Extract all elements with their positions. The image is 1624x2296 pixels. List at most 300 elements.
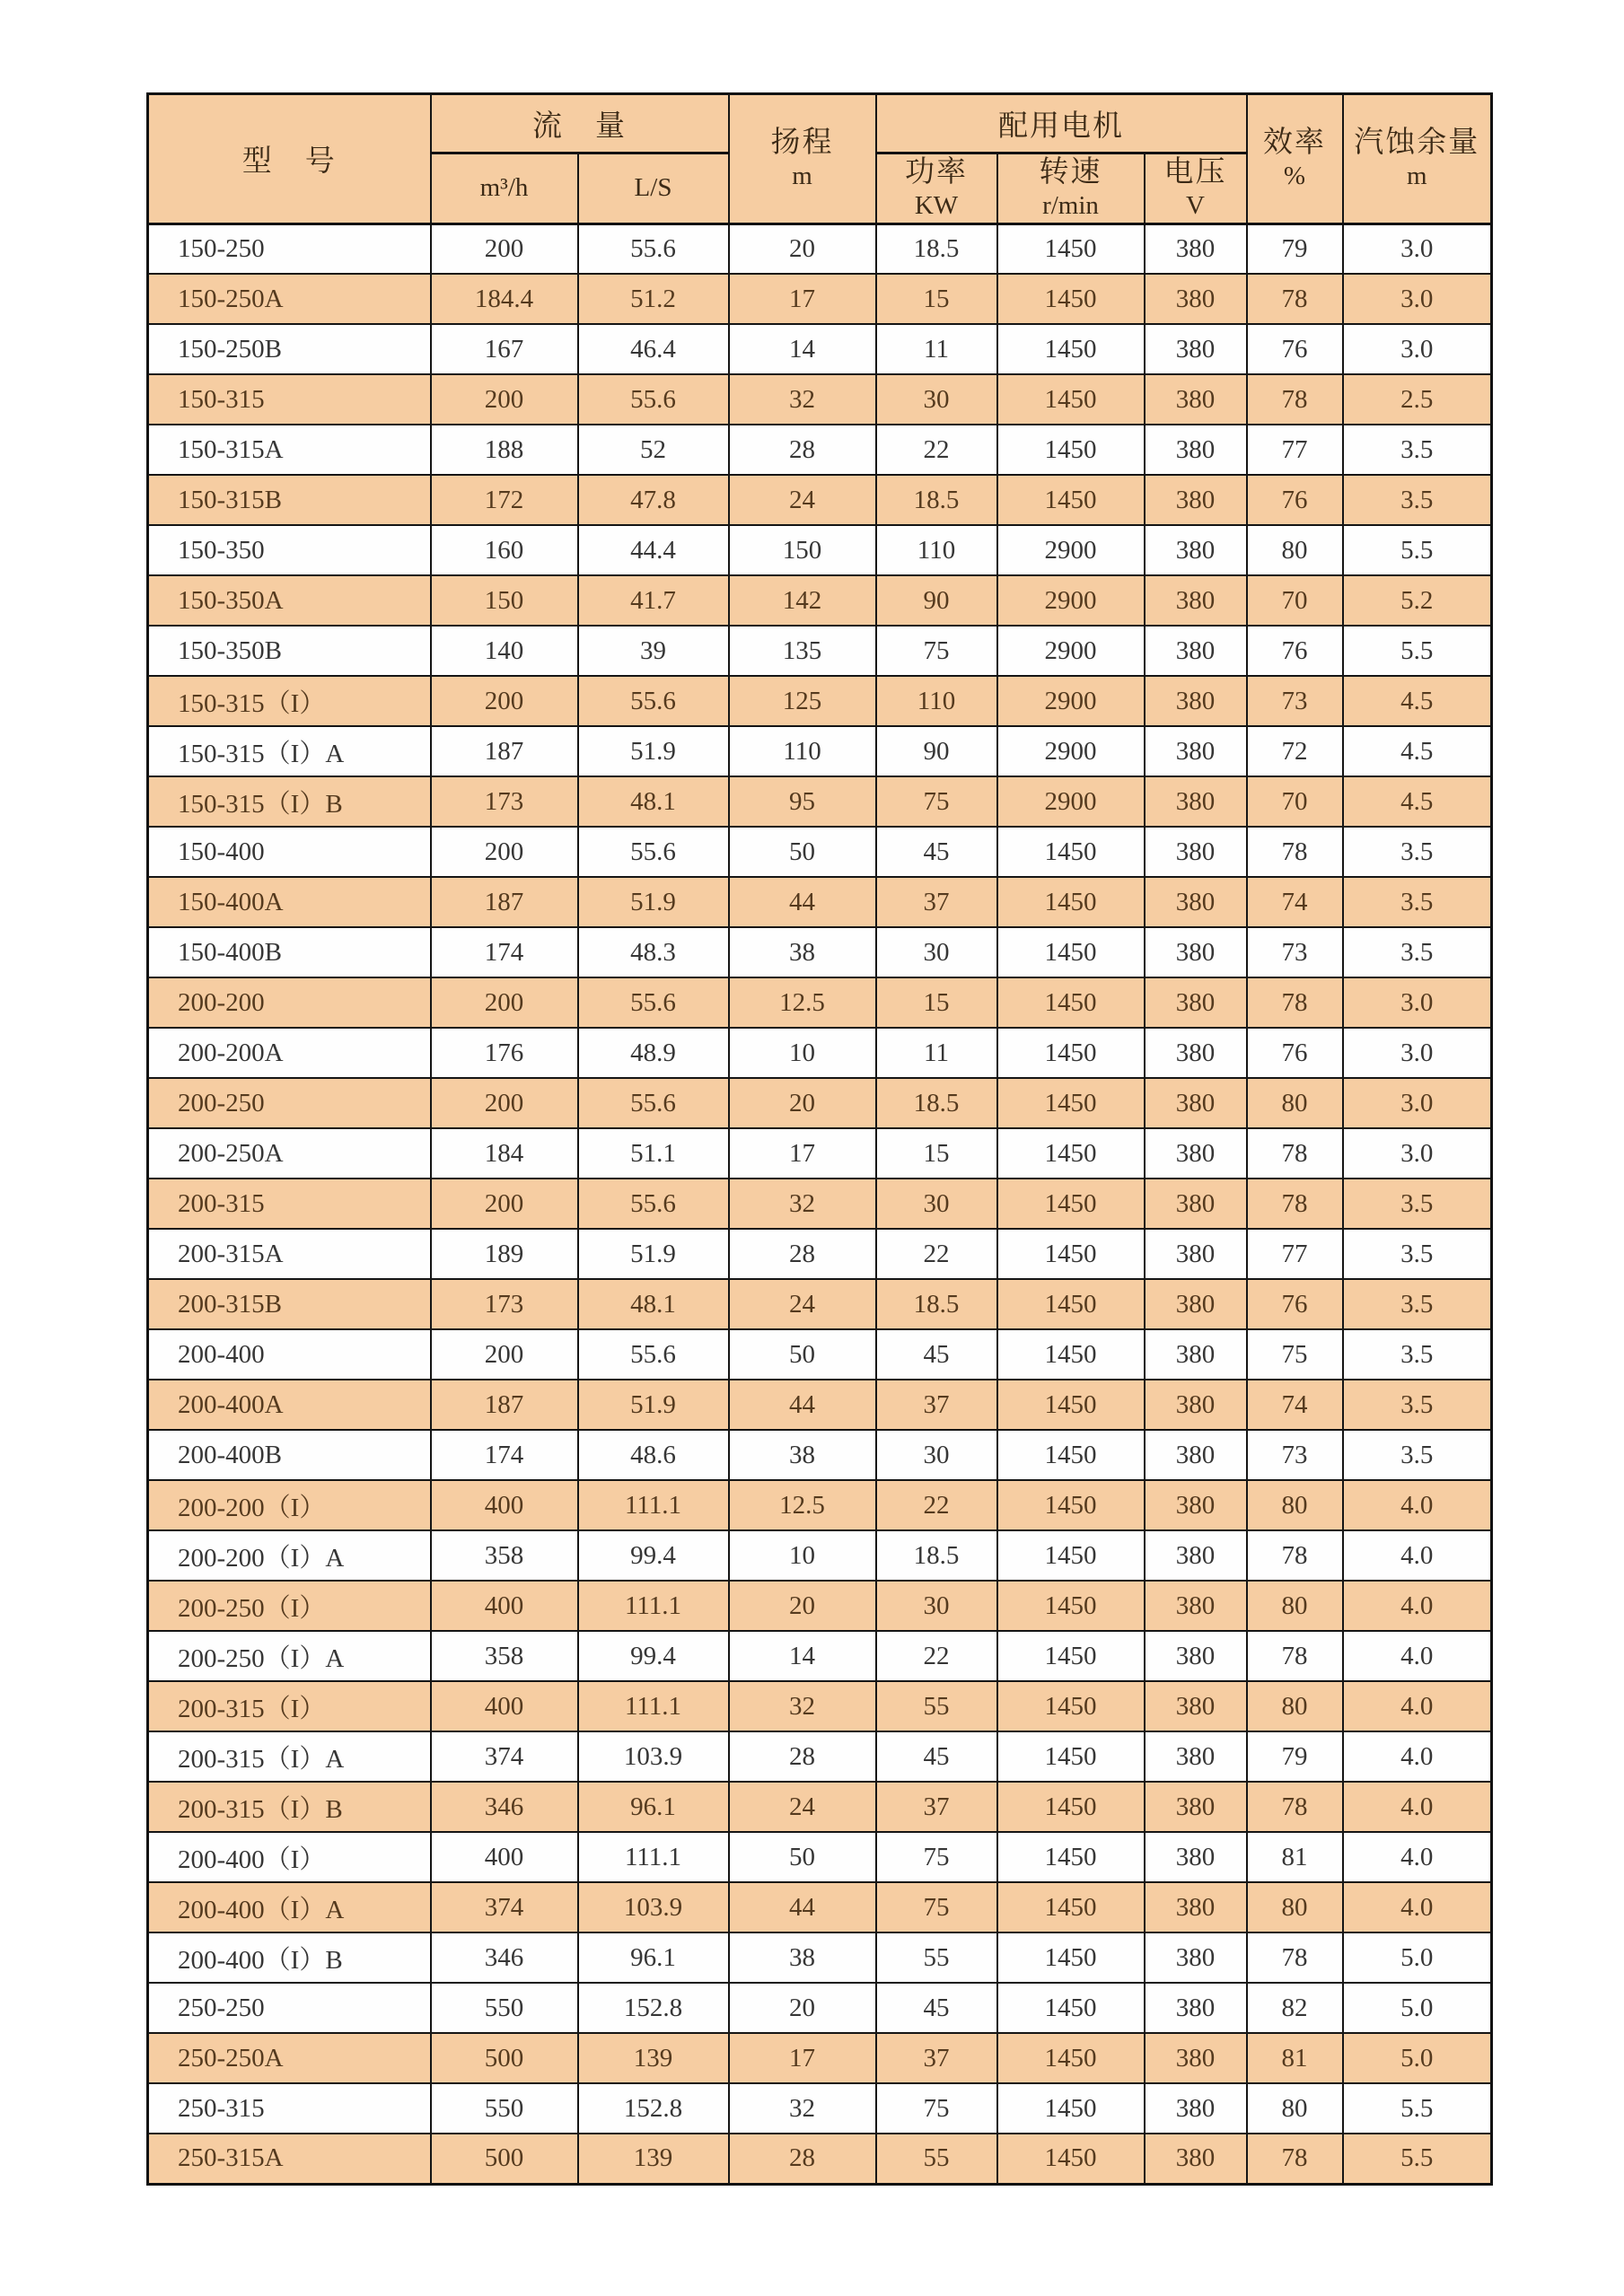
value-cell: 78: [1247, 374, 1343, 425]
table-row: [148, 1731, 1492, 1782]
value-cell: 52: [578, 425, 729, 475]
value-cell: 150: [729, 525, 876, 575]
value-cell: 24: [729, 1279, 876, 1329]
value-cell: 38: [729, 1430, 876, 1480]
value-cell: 4.0: [1343, 1631, 1492, 1681]
value-cell: 380: [1145, 2083, 1247, 2134]
value-cell: 1450: [997, 927, 1145, 977]
value-cell: 2900: [997, 575, 1145, 626]
value-cell: 2900: [997, 525, 1145, 575]
table-row: [148, 2134, 1492, 2184]
value-cell: 200: [431, 1329, 578, 1380]
model-cell: 150-250: [148, 223, 431, 274]
value-cell: 200: [431, 1179, 578, 1229]
value-cell: 80: [1247, 1078, 1343, 1128]
value-cell: 380: [1145, 1681, 1247, 1731]
table-row: [148, 1932, 1492, 1983]
value-cell: 76: [1247, 1028, 1343, 1078]
value-cell: 200: [431, 676, 578, 726]
model-cell: 200-200（I）: [148, 1480, 431, 1530]
value-cell: 550: [431, 2083, 578, 2134]
model-cell: 200-400B: [148, 1430, 431, 1480]
value-cell: 48.9: [578, 1028, 729, 1078]
value-cell: 380: [1145, 425, 1247, 475]
value-cell: 4.0: [1343, 1832, 1492, 1882]
value-cell: 380: [1145, 575, 1247, 626]
value-cell: 1450: [997, 1631, 1145, 1681]
table-row: [148, 676, 1492, 726]
value-cell: 176: [431, 1028, 578, 1078]
table-row: [148, 977, 1492, 1028]
value-cell: 76: [1247, 324, 1343, 374]
value-cell: 3.5: [1343, 475, 1492, 525]
header-power-label: 功率: [905, 156, 968, 188]
value-cell: 30: [876, 1430, 997, 1480]
value-cell: 15: [876, 977, 997, 1028]
value-cell: 55.6: [578, 223, 729, 274]
value-cell: 5.0: [1343, 1983, 1492, 2033]
value-cell: 95: [729, 776, 876, 827]
value-cell: 1450: [997, 877, 1145, 927]
value-cell: 1450: [997, 1731, 1145, 1782]
value-cell: 374: [431, 1731, 578, 1782]
value-cell: 48.3: [578, 927, 729, 977]
value-cell: 51.1: [578, 1128, 729, 1179]
value-cell: 346: [431, 1932, 578, 1983]
model-cell: 250-250: [148, 1983, 431, 2033]
model-cell: 200-315B: [148, 1279, 431, 1329]
value-cell: 173: [431, 776, 578, 827]
model-cell: 200-315（I）B: [148, 1782, 431, 1832]
value-cell: 78: [1247, 1179, 1343, 1229]
value-cell: 167: [431, 324, 578, 374]
value-cell: 18.5: [876, 1078, 997, 1128]
value-cell: 380: [1145, 1882, 1247, 1932]
header-power: [876, 153, 997, 224]
header-voltage: [1145, 153, 1247, 224]
table-row: [148, 2033, 1492, 2083]
table-row: [148, 374, 1492, 425]
table-row: [148, 475, 1492, 525]
model-cell: 150-315B: [148, 475, 431, 525]
table-row: [148, 1380, 1492, 1430]
table-row: [148, 324, 1492, 374]
table-row: [148, 776, 1492, 827]
header-flow-ls: L/S: [578, 153, 729, 224]
value-cell: 32: [729, 1179, 876, 1229]
value-cell: 380: [1145, 827, 1247, 877]
value-cell: 78: [1247, 977, 1343, 1028]
value-cell: 3.5: [1343, 1430, 1492, 1480]
value-cell: 2900: [997, 726, 1145, 776]
value-cell: 4.5: [1343, 726, 1492, 776]
value-cell: 38: [729, 1932, 876, 1983]
table-row: [148, 1983, 1492, 2033]
value-cell: 81: [1247, 1832, 1343, 1882]
value-cell: 20: [729, 1983, 876, 2033]
value-cell: 111.1: [578, 1581, 729, 1631]
value-cell: 3.5: [1343, 1279, 1492, 1329]
value-cell: 51.9: [578, 1380, 729, 1430]
model-cell: 200-315: [148, 1179, 431, 1229]
value-cell: 1450: [997, 1380, 1145, 1430]
value-cell: 1450: [997, 475, 1145, 525]
value-cell: 2900: [997, 626, 1145, 676]
model-cell: 200-400（I）B: [148, 1932, 431, 1983]
value-cell: 80: [1247, 1480, 1343, 1530]
value-cell: 380: [1145, 776, 1247, 827]
value-cell: 12.5: [729, 1480, 876, 1530]
value-cell: 5.5: [1343, 2134, 1492, 2184]
value-cell: 200: [431, 1078, 578, 1128]
pump-spec-table: [146, 92, 1493, 2186]
value-cell: 22: [876, 1480, 997, 1530]
value-cell: 78: [1247, 1631, 1343, 1681]
value-cell: 17: [729, 274, 876, 324]
value-cell: 160: [431, 525, 578, 575]
value-cell: 99.4: [578, 1631, 729, 1681]
model-cell: 200-400（I）: [148, 1832, 431, 1882]
value-cell: 39: [578, 626, 729, 676]
value-cell: 1450: [997, 223, 1145, 274]
value-cell: 76: [1247, 1279, 1343, 1329]
value-cell: 1450: [997, 1782, 1145, 1832]
value-cell: 4.0: [1343, 1782, 1492, 1832]
value-cell: 380: [1145, 1983, 1247, 2033]
value-cell: 80: [1247, 1581, 1343, 1631]
value-cell: 187: [431, 726, 578, 776]
value-cell: 3.5: [1343, 1329, 1492, 1380]
value-cell: 20: [729, 1581, 876, 1631]
value-cell: 3.5: [1343, 1229, 1492, 1279]
value-cell: 550: [431, 1983, 578, 2033]
table-row: [148, 1581, 1492, 1631]
model-cell: 150-315（I）A: [148, 726, 431, 776]
value-cell: 18.5: [876, 1279, 997, 1329]
value-cell: 3.0: [1343, 1028, 1492, 1078]
value-cell: 3.0: [1343, 274, 1492, 324]
value-cell: 44: [729, 877, 876, 927]
value-cell: 3.5: [1343, 877, 1492, 927]
value-cell: 1450: [997, 1128, 1145, 1179]
value-cell: 1450: [997, 1681, 1145, 1731]
value-cell: 47.8: [578, 475, 729, 525]
header-efficiency-label: 效率: [1263, 127, 1327, 159]
value-cell: 125: [729, 676, 876, 726]
value-cell: 96.1: [578, 1932, 729, 1983]
value-cell: 4.5: [1343, 676, 1492, 726]
value-cell: 380: [1145, 324, 1247, 374]
value-cell: 111.1: [578, 1480, 729, 1530]
table-row: [148, 1179, 1492, 1229]
value-cell: 3.5: [1343, 927, 1492, 977]
value-cell: 78: [1247, 1128, 1343, 1179]
value-cell: 20: [729, 223, 876, 274]
value-cell: 45: [876, 1983, 997, 2033]
header-speed-label: 转速: [1039, 156, 1102, 188]
value-cell: 11: [876, 324, 997, 374]
value-cell: 30: [876, 927, 997, 977]
header-npsh-unit: m: [1406, 162, 1427, 191]
value-cell: 3.0: [1343, 977, 1492, 1028]
table-row: [148, 575, 1492, 626]
value-cell: 4.0: [1343, 1882, 1492, 1932]
value-cell: 3.5: [1343, 1380, 1492, 1430]
value-cell: 44: [729, 1380, 876, 1430]
model-cell: 250-315A: [148, 2134, 431, 2184]
value-cell: 41.7: [578, 575, 729, 626]
value-cell: 10: [729, 1530, 876, 1581]
value-cell: 380: [1145, 1430, 1247, 1480]
model-cell: 200-250A: [148, 1128, 431, 1179]
value-cell: 28: [729, 1229, 876, 1279]
value-cell: 173: [431, 1279, 578, 1329]
value-cell: 358: [431, 1530, 578, 1581]
value-cell: 79: [1247, 223, 1343, 274]
value-cell: 4.0: [1343, 1530, 1492, 1581]
value-cell: 380: [1145, 1832, 1247, 1882]
model-cell: 200-200（I）A: [148, 1530, 431, 1581]
value-cell: 17: [729, 2033, 876, 2083]
value-cell: 380: [1145, 1480, 1247, 1530]
value-cell: 1450: [997, 2033, 1145, 2083]
value-cell: 80: [1247, 1882, 1343, 1932]
value-cell: 74: [1247, 877, 1343, 927]
value-cell: 139: [578, 2134, 729, 2184]
table-row: [148, 1782, 1492, 1832]
value-cell: 380: [1145, 1229, 1247, 1279]
model-cell: 200-250（I）: [148, 1581, 431, 1631]
table-row: [148, 1329, 1492, 1380]
value-cell: 55.6: [578, 374, 729, 425]
value-cell: 188: [431, 425, 578, 475]
value-cell: 3.5: [1343, 827, 1492, 877]
value-cell: 55: [876, 1932, 997, 1983]
value-cell: 73: [1247, 676, 1343, 726]
value-cell: 110: [876, 676, 997, 726]
header-head-label: 扬程: [770, 127, 834, 159]
value-cell: 80: [1247, 525, 1343, 575]
model-cell: 150-400: [148, 827, 431, 877]
value-cell: 184: [431, 1128, 578, 1179]
value-cell: 75: [876, 776, 997, 827]
value-cell: 3.0: [1343, 1128, 1492, 1179]
model-cell: 200-400A: [148, 1380, 431, 1430]
value-cell: 3.5: [1343, 1179, 1492, 1229]
value-cell: 78: [1247, 827, 1343, 877]
value-cell: 111.1: [578, 1832, 729, 1882]
value-cell: 28: [729, 1731, 876, 1782]
value-cell: 111.1: [578, 1681, 729, 1731]
model-cell: 200-250: [148, 1078, 431, 1128]
value-cell: 45: [876, 1731, 997, 1782]
value-cell: 48.1: [578, 776, 729, 827]
value-cell: 140: [431, 626, 578, 676]
value-cell: 1450: [997, 1530, 1145, 1581]
model-cell: 150-350A: [148, 575, 431, 626]
value-cell: 55: [876, 1681, 997, 1731]
value-cell: 1450: [997, 425, 1145, 475]
value-cell: 1450: [997, 374, 1145, 425]
value-cell: 75: [876, 626, 997, 676]
value-cell: 2900: [997, 776, 1145, 827]
value-cell: 4.0: [1343, 1480, 1492, 1530]
table-row: [148, 626, 1492, 676]
value-cell: 380: [1145, 877, 1247, 927]
model-cell: 200-250（I）A: [148, 1631, 431, 1681]
value-cell: 380: [1145, 1078, 1247, 1128]
value-cell: 380: [1145, 1530, 1247, 1581]
header-efficiency-unit: %: [1283, 162, 1306, 191]
value-cell: 45: [876, 1329, 997, 1380]
value-cell: 380: [1145, 1782, 1247, 1832]
value-cell: 380: [1145, 1028, 1247, 1078]
value-cell: 51.9: [578, 726, 729, 776]
value-cell: 70: [1247, 575, 1343, 626]
model-cell: 200-200: [148, 977, 431, 1028]
value-cell: 18.5: [876, 223, 997, 274]
value-cell: 30: [876, 1581, 997, 1631]
value-cell: 1450: [997, 1179, 1145, 1229]
value-cell: 174: [431, 1430, 578, 1480]
value-cell: 110: [729, 726, 876, 776]
value-cell: 1450: [997, 977, 1145, 1028]
value-cell: 37: [876, 877, 997, 927]
value-cell: 55.6: [578, 1329, 729, 1380]
value-cell: 200: [431, 223, 578, 274]
header-efficiency: [1247, 94, 1343, 224]
value-cell: 174: [431, 927, 578, 977]
model-cell: 150-250A: [148, 274, 431, 324]
value-cell: 38: [729, 927, 876, 977]
header-speed: [997, 153, 1145, 224]
value-cell: 82: [1247, 1983, 1343, 2033]
value-cell: 1450: [997, 827, 1145, 877]
value-cell: 50: [729, 1832, 876, 1882]
value-cell: 1450: [997, 1329, 1145, 1380]
value-cell: 80: [1247, 2083, 1343, 2134]
value-cell: 1450: [997, 2083, 1145, 2134]
value-cell: 18.5: [876, 475, 997, 525]
value-cell: 1450: [997, 1229, 1145, 1279]
model-cell: 200-315A: [148, 1229, 431, 1279]
value-cell: 17: [729, 1128, 876, 1179]
value-cell: 150: [431, 575, 578, 626]
value-cell: 380: [1145, 1631, 1247, 1681]
value-cell: 28: [729, 2134, 876, 2184]
value-cell: 5.0: [1343, 1932, 1492, 1983]
value-cell: 48.1: [578, 1279, 729, 1329]
model-cell: 200-315（I）: [148, 1681, 431, 1731]
table-row: [148, 1882, 1492, 1932]
value-cell: 75: [876, 1832, 997, 1882]
header-flow-m3h: m³/h: [431, 153, 578, 224]
value-cell: 44.4: [578, 525, 729, 575]
value-cell: 72: [1247, 726, 1343, 776]
value-cell: 74: [1247, 1380, 1343, 1430]
value-cell: 32: [729, 1681, 876, 1731]
model-cell: 200-315（I）A: [148, 1731, 431, 1782]
header-head: [729, 94, 876, 224]
value-cell: 14: [729, 1631, 876, 1681]
value-cell: 1450: [997, 1983, 1145, 2033]
value-cell: 3.0: [1343, 223, 1492, 274]
model-cell: 150-350: [148, 525, 431, 575]
value-cell: 96.1: [578, 1782, 729, 1832]
table-row: [148, 2083, 1492, 2134]
value-cell: 32: [729, 374, 876, 425]
value-cell: 70: [1247, 776, 1343, 827]
value-cell: 380: [1145, 2134, 1247, 2184]
value-cell: 380: [1145, 525, 1247, 575]
header-npsh: [1343, 94, 1492, 224]
value-cell: 55.6: [578, 977, 729, 1028]
header-model: 型 号: [148, 94, 431, 224]
header-npsh-label: 汽蚀余量: [1354, 127, 1480, 159]
value-cell: 22: [876, 1229, 997, 1279]
table-row: [148, 1631, 1492, 1681]
value-cell: 152.8: [578, 1983, 729, 2033]
table-row: [148, 1681, 1492, 1731]
value-cell: 139: [578, 2033, 729, 2083]
value-cell: 187: [431, 877, 578, 927]
value-cell: 5.5: [1343, 2083, 1492, 2134]
table-row: [148, 1078, 1492, 1128]
value-cell: 1450: [997, 1028, 1145, 1078]
value-cell: 15: [876, 1128, 997, 1179]
table-row: [148, 1128, 1492, 1179]
value-cell: 110: [876, 525, 997, 575]
value-cell: 55: [876, 2134, 997, 2184]
table-row: [148, 1229, 1492, 1279]
model-cell: 150-315（I）: [148, 676, 431, 726]
value-cell: 1450: [997, 1581, 1145, 1631]
value-cell: 358: [431, 1631, 578, 1681]
table-row: [148, 223, 1492, 274]
value-cell: 55.6: [578, 827, 729, 877]
value-cell: 500: [431, 2134, 578, 2184]
value-cell: 2900: [997, 676, 1145, 726]
model-cell: 200-200A: [148, 1028, 431, 1078]
model-cell: 250-250A: [148, 2033, 431, 2083]
value-cell: 187: [431, 1380, 578, 1430]
value-cell: 18.5: [876, 1530, 997, 1581]
value-cell: 15: [876, 274, 997, 324]
value-cell: 55.6: [578, 1179, 729, 1229]
value-cell: 135: [729, 626, 876, 676]
value-cell: 1450: [997, 1932, 1145, 1983]
value-cell: 200: [431, 374, 578, 425]
model-cell: 150-400B: [148, 927, 431, 977]
value-cell: 24: [729, 1782, 876, 1832]
header-voltage-label: 电压: [1163, 156, 1227, 188]
value-cell: 78: [1247, 1782, 1343, 1832]
value-cell: 152.8: [578, 2083, 729, 2134]
value-cell: 189: [431, 1229, 578, 1279]
value-cell: 30: [876, 1179, 997, 1229]
value-cell: 1450: [997, 1832, 1145, 1882]
model-cell: 200-400: [148, 1329, 431, 1380]
header-power-unit: KW: [914, 191, 959, 221]
table-row: [148, 425, 1492, 475]
model-cell: 150-350B: [148, 626, 431, 676]
value-cell: 500: [431, 2033, 578, 2083]
value-cell: 46.4: [578, 324, 729, 374]
table-row: [148, 927, 1492, 977]
value-cell: 5.5: [1343, 626, 1492, 676]
value-cell: 380: [1145, 1380, 1247, 1430]
table-row: [148, 1530, 1492, 1581]
